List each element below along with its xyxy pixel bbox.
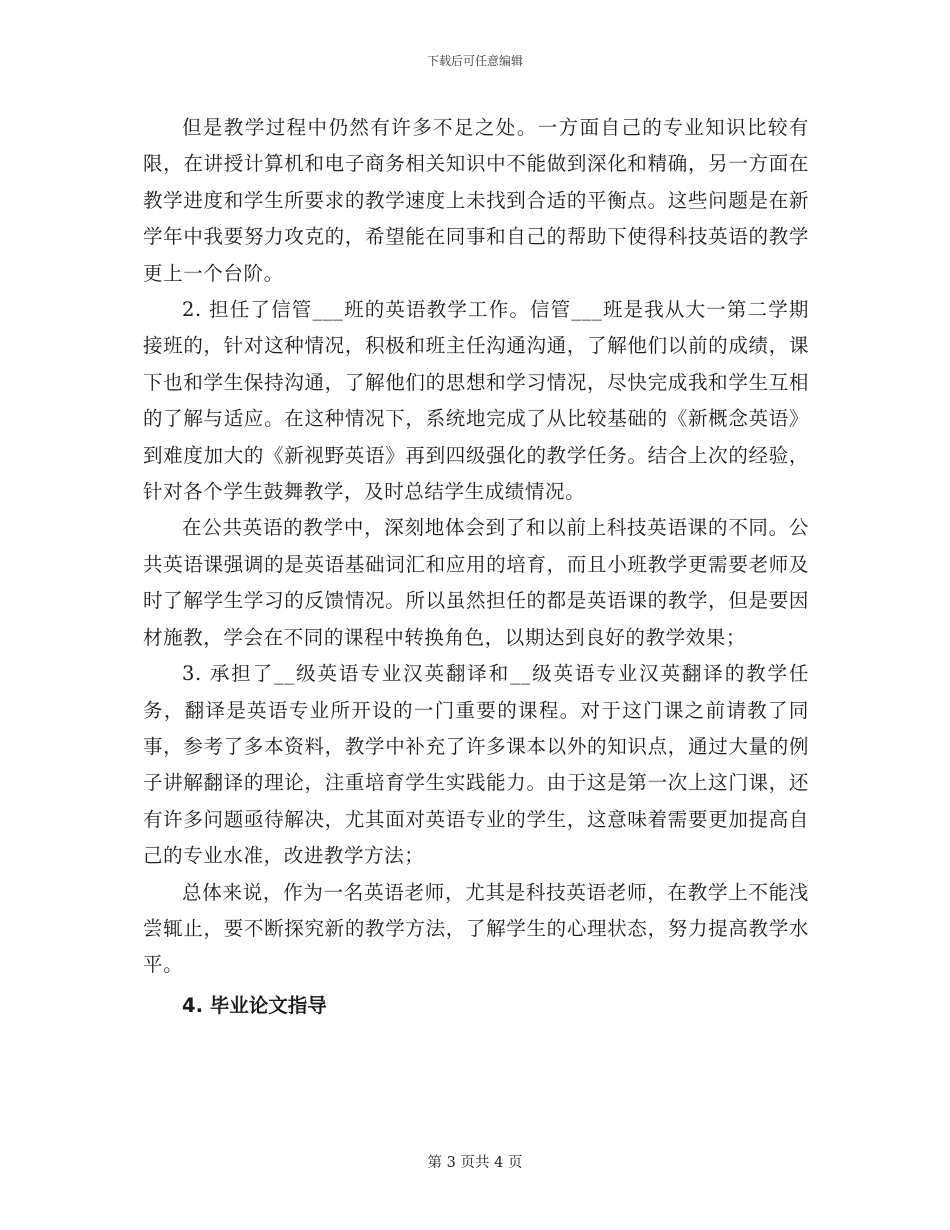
page-footer: 第 3 页共 4 页 [427, 1155, 523, 1171]
paragraph-public-english: 在公共英语的教学中，深刻地体会到了和以前上科技英语课的不同。公共英语课强调的是英语基础词汇和应用的培育，而且小班教学更需要老师及时了解学生学习的反馈情况。所以虽然担任的都是英语课的教学，但是要因材施教，学会在不同的课程中转换角色，以期达到良好的教学效果； [143, 516, 809, 649]
page-header: 下载后可任意编辑 [426, 54, 523, 68]
section-heading-thesis: 4. 毕业论文指导 [182, 993, 327, 1017]
paragraph-item-3: 3. 承担了__级英语专业汉英翻译和__级英语专业汉英翻译的教学任务，翻译是英语专业所开设的一门重要的课程。对于这门课之前请教了同事，参考了多本资料，教学中补充了许多课本以外的知识点，通过大量的例子讲解翻译的理论，注重培育学生实践能力。由于这是第一次上这门课，还有许多问题亟待解决，尤其面对英语专业的学生，这意味着需要更加提高自己的专业水准，改进教学方法； [143, 662, 809, 868]
document-body [143, 110, 809, 1024]
paragraph-summary: 总体来说，作为一名英语老师，尤其是科技英语老师，在教学上不能浅尝辄止，要不断探究新的教学方法，了解学生的心理状态，努力提高教学水平。 [143, 880, 809, 977]
paragraph-shortcomings: 但是教学过程中仍然有许多不足之处。一方面自己的专业知识比较有限，在讲授计算机和电子商务相关知识中不能做到深化和精确，另一方面在教学进度和学生所要求的教学速度上未找到合适的平衡点。这些问题是在新学年中我要努力攻克的，希望能在同事和自己的帮助下使得科技英语的教学更上一个台阶。 [143, 116, 809, 285]
paragraph-item-2: 2. 担任了信管___班的英语教学工作。信管___班是我从大一第二学期接班的，针对这种情况，积极和班主任沟通沟通，了解他们以前的成绩，课下也和学生保持沟通，了解他们的思想和学习情况，尽快完成我和学生互相的了解与适应。在这种情况下，系统地完成了从比较基础的《新概念英语》到难度加大的《新视野英语》再到四级强化的教学任务。结合上次的经验，针对各个学生鼓舞教学，及时总结学生成绩情况。 [143, 298, 809, 504]
